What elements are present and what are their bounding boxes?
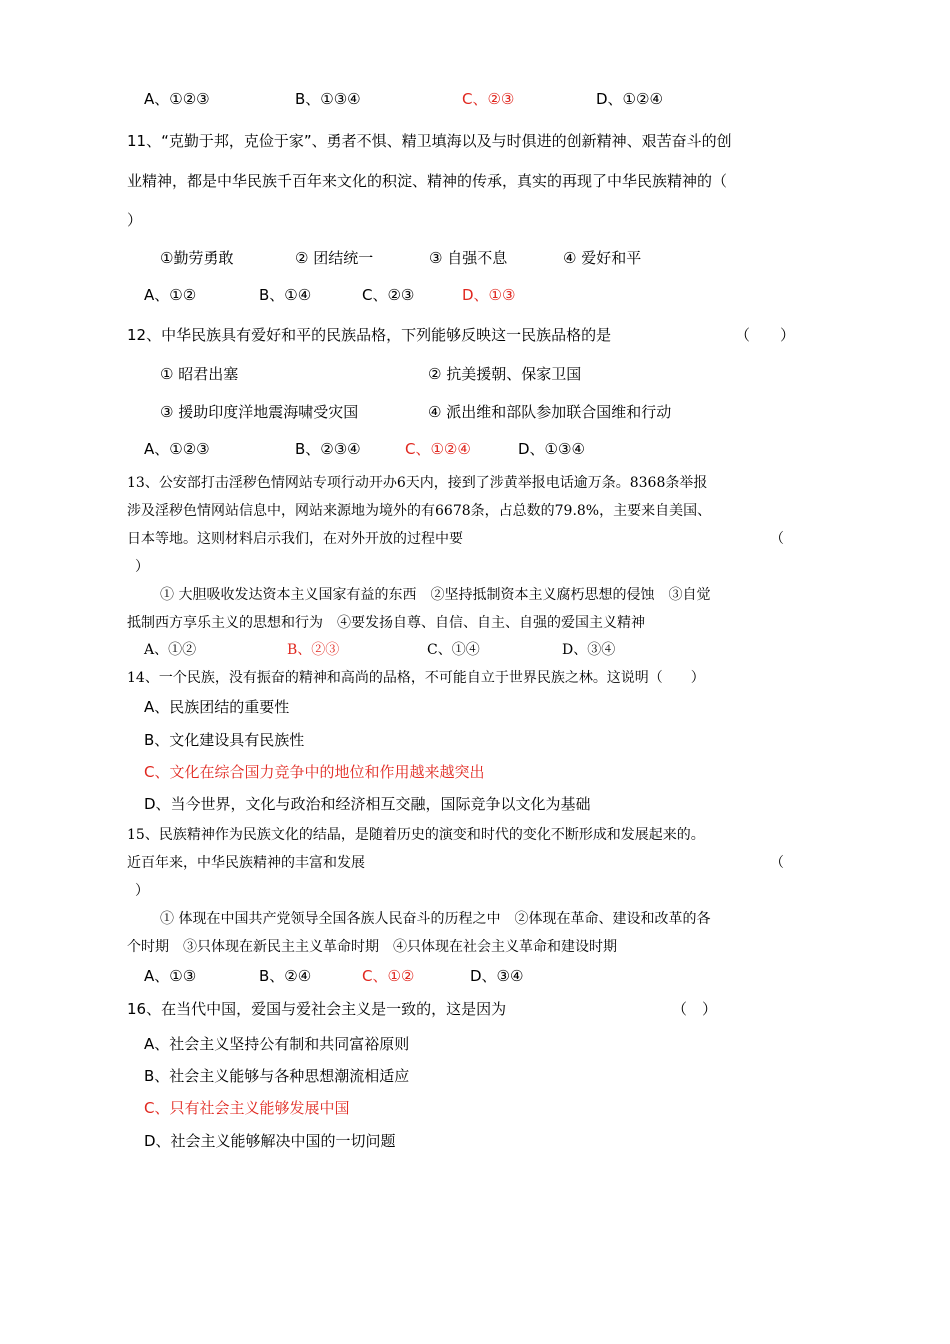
q11-item-1: ①勤劳勇敢 xyxy=(160,249,234,267)
q13-option-b-answer: B、②③ xyxy=(287,642,340,658)
q12-item-1: ① 昭君出塞 xyxy=(160,365,239,383)
q11-stem-line1: 11、“克勤于邦，克俭于家”、勇者不惧、精卫填海以及与时俱进的创新精神、艰苦奋斗的创 xyxy=(127,132,732,150)
q11-option-a: A、①② xyxy=(144,286,197,304)
q12-option-a: A、①②③ xyxy=(144,440,210,458)
q11-option-c: C、②③ xyxy=(362,286,415,304)
q13-paren-close: ） xyxy=(135,559,149,575)
q16-stem: 16、在当代中国，爱国与爱社会主义是一致的，这是因为 xyxy=(127,1000,507,1018)
q15-option-c-answer: C、①② xyxy=(362,967,415,985)
q16-answer-paren: （ ） xyxy=(672,1000,718,1018)
q16-option-b: B、社会主义能够与各种思想潮流相适应 xyxy=(144,1067,410,1085)
q12-option-b: B、②③④ xyxy=(295,440,361,458)
q15-paren-close: ） xyxy=(135,883,149,899)
q11-option-b: B、①④ xyxy=(259,286,312,304)
q12-answer-paren: （ ） xyxy=(735,326,796,344)
q10-option-a: A、①②③ xyxy=(144,90,210,108)
q13-items-line1: ① 大胆吸收发达资本主义国家有益的东西 ②坚持抵制资本主义腐朽思想的侵蚀 ③自觉 xyxy=(160,587,711,603)
q13-items-line2: 抵制西方享乐主义的思想和行为 ④要发扬自尊、自信、自主、自强的爱国主义精神 xyxy=(127,615,645,631)
q11-stem-line2: 业精神，都是中华民族千百年来文化的积淀、精神的传承，真实的再现了中华民族精神的（ xyxy=(127,172,728,190)
q13-option-d: D、③④ xyxy=(562,642,616,658)
q10-option-d: D、①②④ xyxy=(596,90,663,108)
q11-item-4: ④ 爱好和平 xyxy=(563,249,642,267)
q15-stem-line2: 近百年来，中华民族精神的丰富和发展 xyxy=(127,855,365,871)
q13-option-a: A、①② xyxy=(144,642,197,658)
q12-item-2: ② 抗美援朝、保家卫国 xyxy=(428,365,582,383)
q15-option-a: A、①③ xyxy=(144,967,197,985)
q11-option-d-answer: D、①③ xyxy=(462,286,516,304)
q13-paren-open: （ xyxy=(770,531,784,547)
q13-stem-line2: 涉及淫秽色情网站信息中，网站来源地为境外的有6678条，占总数的79.8%，主要来自美国、 xyxy=(127,503,712,519)
q10-option-b: B、①③④ xyxy=(295,90,361,108)
q16-option-d: D、社会主义能够解决中国的一切问题 xyxy=(144,1132,396,1150)
q15-items-line2: 个时期 ③只体现在新民主主义革命时期 ④只体现在社会主义革命和建设时期 xyxy=(127,939,617,955)
q14-option-d: D、当今世界，文化与政治和经济相互交融，国际竞争以文化为基础 xyxy=(144,795,591,813)
q12-item-3: ③ 援助印度洋地震海啸受灾国 xyxy=(160,403,359,421)
q12-stem: 12、中华民族具有爱好和平的民族品格，下列能够反映这一民族品格的是 xyxy=(127,326,612,344)
q11-item-2: ② 团结统一 xyxy=(295,249,374,267)
q15-paren-open: （ xyxy=(770,855,784,871)
q16-option-a: A、社会主义坚持公有制和共同富裕原则 xyxy=(144,1035,410,1053)
q14-option-c-answer: C、文化在综合国力竞争中的地位和作用越来越突出 xyxy=(144,763,485,781)
q16-option-c-answer: C、只有社会主义能够发展中国 xyxy=(144,1099,350,1117)
q13-stem-line3: 日本等地。这则材料启示我们，在对外开放的过程中要 xyxy=(127,531,463,547)
q15-option-b: B、②④ xyxy=(259,967,312,985)
q11-item-3: ③ 自强不息 xyxy=(429,249,508,267)
q15-items-line1: ① 体现在中国共产党领导全国各族人民奋斗的历程之中 ②体现在革命、建设和改革的各 xyxy=(160,911,711,927)
q12-item-4: ④ 派出维和部队参加联合国维和行动 xyxy=(428,403,672,421)
q14-option-b: B、文化建设具有民族性 xyxy=(144,731,305,749)
q10-option-c-answer: C、②③ xyxy=(462,90,515,108)
q14-option-a: A、民族团结的重要性 xyxy=(144,698,290,716)
q15-option-d: D、③④ xyxy=(470,967,524,985)
q15-stem-line1: 15、民族精神作为民族文化的结晶，是随着历史的演变和时代的变化不断形成和发展起来的。 xyxy=(127,827,705,843)
q12-option-c-answer: C、①②④ xyxy=(405,440,471,458)
q11-stem-line3: ） xyxy=(127,211,143,229)
q14-stem: 14、一个民族，没有振奋的精神和高尚的品格，不可能自立于世界民族之林。这说明（ ） xyxy=(127,670,705,686)
q13-stem-line1: 13、公安部打击淫秽色情网站专项行动开办6天内，接到了涉黄举报电话逾万条。8368条举报 xyxy=(127,475,708,491)
q12-option-d: D、①③④ xyxy=(518,440,585,458)
q13-option-c: C、①④ xyxy=(427,642,480,658)
